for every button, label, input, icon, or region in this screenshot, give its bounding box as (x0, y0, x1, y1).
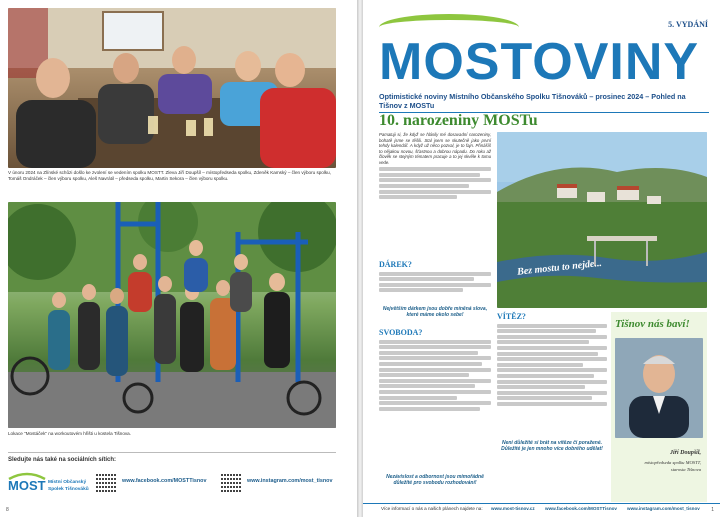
workout-photo (8, 202, 336, 428)
text-line (379, 396, 457, 400)
text-line (379, 173, 480, 177)
text-line (497, 352, 598, 356)
text-line (379, 340, 491, 344)
text-line (379, 190, 491, 194)
footer-ig-link[interactable]: www.instagram.com/most_tisnov (627, 506, 700, 511)
tisnov-box (611, 312, 707, 502)
text-line (379, 272, 491, 276)
text-line (497, 329, 596, 333)
text-line (497, 380, 607, 384)
text-line (379, 356, 491, 360)
text-line (379, 277, 474, 281)
left-page (0, 0, 357, 517)
text-line (379, 288, 463, 292)
tisnov-bridge-photo (497, 132, 707, 308)
text-line (497, 396, 592, 400)
left-page-number: 8 (6, 507, 9, 513)
text-line (497, 385, 585, 389)
masthead-swoosh-icon (379, 14, 519, 30)
footer-divider (363, 503, 720, 504)
facebook-link[interactable]: www.facebook.com/MOSTTisnov (122, 478, 207, 484)
closing-quote-1: Nezávislost a odbornost jsou mimořádně důležité pro svobodu rozhodování! (386, 474, 484, 486)
section-svoboda-heading: SVOBODA? (379, 328, 423, 337)
text-line (497, 335, 607, 339)
section-vitez-text (497, 322, 607, 408)
text-line (497, 402, 607, 406)
text-line (497, 340, 589, 344)
edition-label: 5. VYDÁNÍ (668, 20, 708, 29)
text-line (379, 351, 478, 355)
section-darek-text (379, 270, 491, 294)
instagram-link[interactable]: www.instagram.com/most_tisnov (247, 478, 333, 484)
instagram-qr-icon (221, 472, 241, 492)
author-role-2: starosta Tišnova (670, 467, 701, 472)
logo-sub2: Spolek Tišnováků (48, 487, 89, 492)
text-line (497, 357, 607, 361)
text-line (379, 195, 457, 199)
intro-paragraph: Pamatuji si, že když se hlásily mé dosavadní narozeniny, bohatě jsme se těšili. Stal jsem se skutečně jako první tehdy kalendář. A když už něco pozval, je to fajn. Přinášíš to nějakou novou, šťastnou a dobrou nápadu. Do roku až člověk se stejným tématem pracuje a to jej skvěle k tomu vede. (379, 132, 491, 165)
photo-slogan: Bez mostu to nejde... (516, 257, 603, 278)
text-line (379, 184, 469, 188)
text-line (379, 379, 491, 383)
text-line (379, 373, 469, 377)
text-line (497, 363, 583, 367)
author-portrait (615, 338, 703, 438)
text-line (379, 167, 491, 171)
logo-sub1: Místní Občanský (48, 480, 87, 485)
photo1-caption: V únoru 2024 na Zlínské schůzi došlo ke zvolení se vedením spolku MOSTT. Zleva Jiří Doupšíl – místopředseda spolku, Zdeněk Kamský – člen výboru spolku, Tomáš Ondráček – člen výboru spolku, Aleš Navrátil – předseda spolku, Martin Sekora – člen výboru spolku. (8, 170, 331, 181)
text-line (497, 391, 607, 395)
right-page (363, 0, 720, 517)
author-name: Jiří Doupšíl, (669, 450, 701, 456)
team-photo (8, 8, 336, 168)
logo-word: MOST (8, 478, 46, 493)
text-line (497, 346, 607, 350)
text-line (379, 401, 491, 405)
section-darek-heading: DÁREK? (379, 260, 412, 269)
photo2-caption: Lokace "Mostáček" na workoutovém hřišti u kostela Tišnova. (8, 431, 132, 436)
text-line (379, 390, 491, 394)
footer-fb-link[interactable]: www.facebook.com/MOSTTisnov (545, 506, 617, 511)
intro-text (379, 132, 491, 201)
text-line (379, 283, 491, 287)
text-line (497, 374, 594, 378)
tagline: Optimistické noviny Místního Občanského Spolku Tišnováků – prosinec 2024 – Pohled na Tišnov z MOSTu (379, 92, 709, 113)
text-line (379, 368, 491, 372)
closing-quote-2: Neni důležité si brát na vítěze či poražené. Důležité je jen mnoho více dobrého udělat! (501, 440, 603, 452)
section-vitez-heading: VÍTĚZ? (497, 312, 526, 321)
text-line (379, 178, 491, 182)
divider (8, 452, 336, 453)
author-role-1: místopředseda spolku MOSTT, (644, 460, 701, 465)
footer-web-link[interactable]: www.most-tisnov.cz (491, 506, 535, 511)
right-page-number: 1 (711, 507, 714, 513)
headline: 10. narozeniny MOSTu (379, 112, 538, 129)
text-line (379, 362, 482, 366)
text-line (379, 345, 491, 349)
tisnov-slogan: Tišnov nás baví! (615, 318, 690, 330)
follow-text: Sledujte nás také na sociálních sítích: (8, 457, 117, 463)
facebook-qr-icon (96, 472, 116, 492)
text-line (379, 407, 480, 411)
section-svoboda-text (379, 338, 491, 412)
text-line (497, 368, 607, 372)
text-line (497, 324, 607, 328)
text-line (379, 384, 475, 388)
darek-quote: Největším dárkem jsou dobře míněná slova, které máme okolo sebe! (382, 306, 488, 318)
masthead-title: MOSTOVINY (379, 33, 700, 91)
footer-text: Více informací o nás a našich plánech najdete na: (381, 506, 483, 511)
